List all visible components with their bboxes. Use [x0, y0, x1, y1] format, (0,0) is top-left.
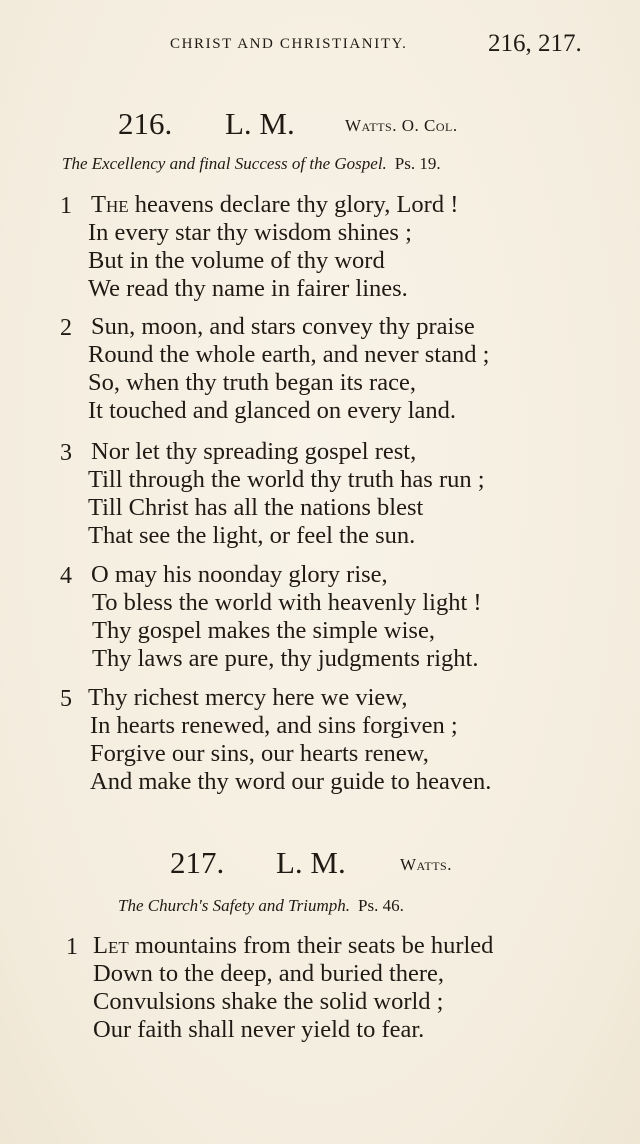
- hymn-subtitle-text: The Church's Safety and Triumph.: [118, 896, 351, 915]
- stanza-line: Our faith shall never yield to fear.: [93, 1016, 425, 1043]
- hymn-psalm-reference: Ps. 19.: [394, 154, 441, 173]
- stanza-line: Let mountains from their seats be hurled: [93, 932, 494, 959]
- running-head-title: CHRIST AND CHRISTIANITY.: [170, 36, 408, 52]
- stanza-number: 4: [60, 563, 72, 589]
- hymn-meter: L. M.: [225, 106, 295, 141]
- hymn-216-subtitle: [62, 154, 441, 174]
- stanza-line: Down to the deep, and buried there,: [93, 960, 445, 987]
- stanza-line: Round the whole earth, and never stand ;: [88, 341, 490, 368]
- stanza-line: Forgive our sins, our hearts renew,: [90, 740, 429, 767]
- stanza-line: O may his noonday glory rise,: [91, 561, 388, 588]
- stanza-line: Thy richest mercy here we view,: [88, 684, 408, 711]
- stanza-line: Till Christ has all the nations blest: [88, 494, 424, 521]
- drop-word: Let: [93, 932, 129, 959]
- stanza-line: In every star thy wisdom shines ;: [88, 219, 412, 246]
- stanza-line: But in the volume of thy word: [88, 247, 385, 274]
- stanza-number: 2: [60, 315, 72, 341]
- hymn-author: Watts. O. Col.: [345, 116, 458, 135]
- hymn-author: Watts.: [400, 855, 452, 874]
- stanza-line: The heavens declare thy glory, Lord !: [91, 191, 459, 218]
- running-head: [0, 30, 640, 62]
- stanza-line: Thy laws are pure, thy judgments right.: [92, 645, 479, 672]
- hymn-subtitle-text: The Excellency and final Success of the Gospel.: [62, 154, 387, 173]
- hymn-217-subtitle: [118, 896, 404, 916]
- stanza-line: To bless the world with heavenly light !: [92, 589, 482, 616]
- drop-word: The: [91, 191, 129, 218]
- hymn-number: 216.: [118, 106, 173, 141]
- stanza-number: 3: [60, 440, 72, 466]
- hymn-psalm-reference: Ps. 46.: [358, 896, 404, 915]
- stanza-line: That see the light, or feel the sun.: [88, 522, 416, 549]
- stanza-line: Convulsions shake the solid world ;: [93, 988, 444, 1015]
- stanza-line: It touched and glanced on every land.: [88, 397, 457, 424]
- stanza-number: 5: [60, 686, 72, 712]
- stanza-line: So, when thy truth began its race,: [88, 369, 416, 396]
- stanza-line: We read thy name in fairer lines.: [88, 275, 408, 302]
- stanza-line: Sun, moon, and stars convey thy praise: [91, 313, 475, 340]
- stanza-line: Till through the world thy truth has run ;: [88, 466, 485, 493]
- stanza-line: And make thy word our guide to heaven.: [90, 768, 492, 795]
- hymn-meter: L. M.: [276, 845, 346, 880]
- hymn-number: 217.: [170, 845, 225, 880]
- stanza-number: 1: [66, 934, 78, 960]
- stanza-number: 1: [60, 193, 72, 219]
- stanza-line: In hearts renewed, and sins forgiven ;: [90, 712, 458, 739]
- stanza-line: Nor let thy spreading gospel rest,: [91, 438, 417, 465]
- running-head-page-numbers: 216, 217.: [488, 30, 582, 57]
- stanza-line: Thy gospel makes the simple wise,: [92, 617, 435, 644]
